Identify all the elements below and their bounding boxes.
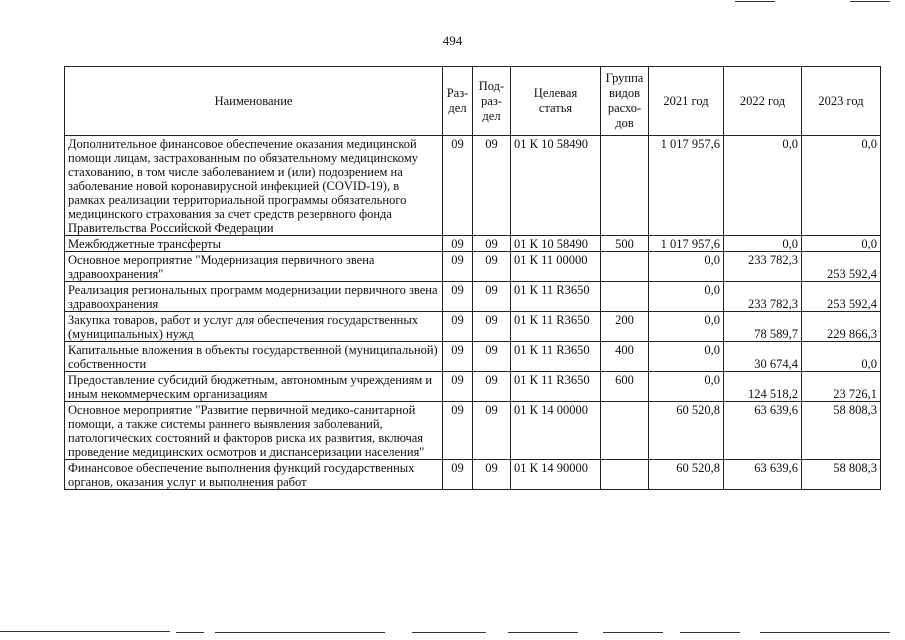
row-value-2021: 1 017 957,6	[649, 136, 724, 236]
footer-rule	[760, 632, 890, 633]
row-expense-group	[601, 282, 649, 312]
row-subsection: 09	[473, 312, 511, 342]
footer-rule	[680, 632, 740, 633]
row-section: 09	[443, 312, 473, 342]
header-section	[443, 67, 473, 136]
table-row	[65, 402, 881, 460]
row-value-2021: 0,0	[649, 372, 724, 402]
row-value-2023: 229 866,3	[802, 312, 881, 342]
table-row	[65, 136, 881, 236]
table-row	[65, 460, 881, 490]
row-name: Капитальные вложения в объекты государственной (муниципальной) собственности	[65, 342, 443, 372]
footer-rule	[412, 632, 486, 633]
row-value-2023: 253 592,4	[802, 252, 881, 282]
row-value-2021: 60 520,8	[649, 460, 724, 490]
row-expense-group: 200	[601, 312, 649, 342]
budget-table	[64, 66, 881, 490]
row-name: Предоставление субсидий бюджетным, автономным учреждениям и иным некоммерческим организациям	[65, 372, 443, 402]
row-expense-group	[601, 252, 649, 282]
table-row	[65, 282, 881, 312]
row-target: 01 К 11 R3650	[511, 312, 601, 342]
row-target: 01 К 11 R3650	[511, 282, 601, 312]
row-expense-group: 400	[601, 342, 649, 372]
row-name: Реализация региональных программ модернизации первичного звена здравоохранения	[65, 282, 443, 312]
row-value-2022: 124 518,2	[724, 372, 802, 402]
row-subsection: 09	[473, 372, 511, 402]
row-name: Закупка товаров, работ и услуг для обеспечения государственных (муниципальных) нужд	[65, 312, 443, 342]
header-subsection-text: Под- раз- дел	[478, 78, 505, 123]
row-name: Основное мероприятие "Модернизация первичного звена здравоохранения"	[65, 252, 443, 282]
row-section: 09	[443, 136, 473, 236]
row-value-2023: 58 808,3	[802, 402, 881, 460]
row-value-2021: 0,0	[649, 282, 724, 312]
row-value-2021: 0,0	[649, 342, 724, 372]
row-expense-group: 600	[601, 372, 649, 402]
table-row	[65, 312, 881, 342]
row-value-2023: 0,0	[802, 236, 881, 252]
row-expense-group	[601, 460, 649, 490]
row-section: 09	[443, 236, 473, 252]
row-value-2021: 0,0	[649, 252, 724, 282]
table-row	[65, 372, 881, 402]
row-value-2021: 60 520,8	[649, 402, 724, 460]
row-expense-group	[601, 136, 649, 236]
row-target: 01 К 11 R3650	[511, 342, 601, 372]
row-target: 01 К 14 00000	[511, 402, 601, 460]
header-target-text: Целевая статья	[533, 86, 578, 115]
header-section-text: Раз- дел	[446, 86, 469, 115]
row-value-2022: 233 782,3	[724, 252, 802, 282]
row-subsection: 09	[473, 136, 511, 236]
table-row	[65, 342, 881, 372]
row-value-2022: 78 589,7	[724, 312, 802, 342]
header-expense-group	[601, 67, 649, 136]
header-rule	[850, 1, 890, 2]
row-value-2022: 63 639,6	[724, 402, 802, 460]
row-subsection: 09	[473, 282, 511, 312]
header-target	[511, 67, 601, 136]
header-2022: 2022 год	[724, 67, 802, 136]
row-target: 01 К 11 00000	[511, 252, 601, 282]
row-value-2021: 1 017 957,6	[649, 236, 724, 252]
row-value-2023: 253 592,4	[802, 282, 881, 312]
row-target: 01 К 10 58490	[511, 136, 601, 236]
row-subsection: 09	[473, 402, 511, 460]
row-value-2023: 23 726,1	[802, 372, 881, 402]
row-section: 09	[443, 372, 473, 402]
footer-rule	[508, 632, 578, 633]
row-value-2021: 0,0	[649, 312, 724, 342]
footer-rule	[176, 632, 204, 633]
footer-rule	[215, 632, 385, 633]
row-value-2023: 0,0	[802, 342, 881, 372]
row-name: Межбюджетные трансферты	[65, 236, 443, 252]
page-number: 494	[442, 33, 463, 48]
row-value-2022: 63 639,6	[724, 460, 802, 490]
row-value-2022: 233 782,3	[724, 282, 802, 312]
row-value-2022: 30 674,4	[724, 342, 802, 372]
row-subsection: 09	[473, 342, 511, 372]
row-name: Дополнительное финансовое обеспечение оказания медицинской помощи лицам, застрахованным по обязательному медицинскому стахованию, в том числе заболеванием и (или) подозрением на заболевание новой коронавирусной инфекцией (COVID-19), в рамках реализации территориальной программы обязательного медицинского страхования за счет средств резервного фонда Правительства Российской Федерации	[65, 136, 443, 236]
table-header-row	[65, 67, 881, 136]
header-subsection	[473, 67, 511, 136]
header-expense-group-text: Группа видов расхо- дов	[605, 71, 644, 130]
table-body	[65, 136, 881, 490]
row-section: 09	[443, 460, 473, 490]
row-value-2022: 0,0	[724, 136, 802, 236]
footer-rule	[603, 632, 663, 633]
row-value-2023: 0,0	[802, 136, 881, 236]
table-row	[65, 236, 881, 252]
row-subsection: 09	[473, 236, 511, 252]
row-section: 09	[443, 342, 473, 372]
row-expense-group: 500	[601, 236, 649, 252]
row-section: 09	[443, 282, 473, 312]
row-value-2022: 0,0	[724, 236, 802, 252]
table-row	[65, 252, 881, 282]
header-2021: 2021 год	[649, 67, 724, 136]
header-name: Наименование	[65, 67, 443, 136]
row-expense-group	[601, 402, 649, 460]
row-name: Основное мероприятие "Развитие первичной медико-санитарной помощи, а также системы раннего выявления заболеваний, патологических состояний и факторов риска их развития, включая проведение медицинских осмотров и диспансеризации населения"	[65, 402, 443, 460]
header-rule	[735, 1, 775, 2]
row-section: 09	[443, 252, 473, 282]
row-subsection: 09	[473, 252, 511, 282]
row-section: 09	[443, 402, 473, 460]
footer-rule	[0, 631, 170, 632]
row-target: 01 К 14 90000	[511, 460, 601, 490]
row-name: Финансовое обеспечение выполнения функций государственных органов, оказания услуг и выполнения работ	[65, 460, 443, 490]
header-2023: 2023 год	[802, 67, 881, 136]
row-subsection: 09	[473, 460, 511, 490]
row-value-2023: 58 808,3	[802, 460, 881, 490]
row-target: 01 К 10 58490	[511, 236, 601, 252]
row-target: 01 К 11 R3650	[511, 372, 601, 402]
